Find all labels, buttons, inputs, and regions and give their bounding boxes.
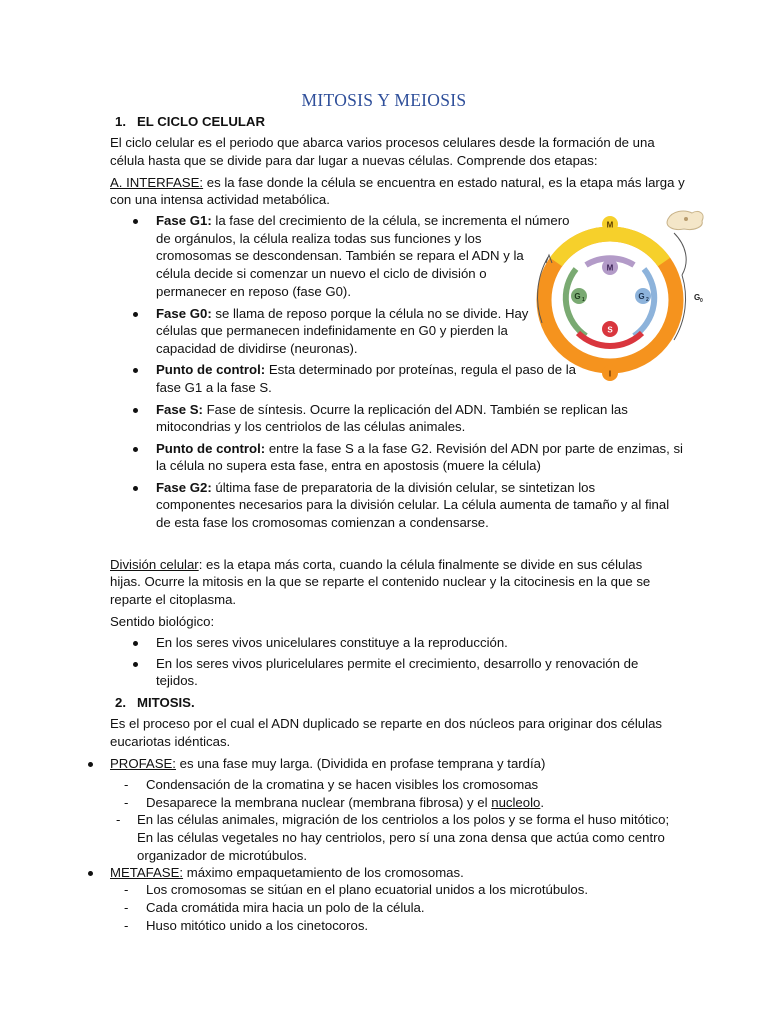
phase-g2-line-2: componentes necesarios para la división celular. La célula aumenta de tamaño y al final: [156, 497, 670, 512]
dash-marker: -: [124, 882, 129, 897]
sentido-item-2-line-2: tejidos.: [156, 673, 198, 688]
phase-s-term: Fase S:: [156, 402, 203, 417]
g0-label: G: [694, 293, 701, 302]
phase-g1-line-1: [156, 212, 569, 230]
i-label: I: [608, 369, 612, 379]
interfase-line-2: con una intensa actividad metabólica.: [110, 192, 330, 207]
metafase-item-3: Huso mitótico unido a los cinetocoros.: [146, 918, 369, 933]
g1-label: G: [574, 292, 581, 301]
phase-s-line-1: [156, 401, 628, 419]
interfase-line-1: [110, 174, 685, 192]
profase-item-2-end: .: [540, 795, 545, 810]
section-2-heading: MITOSIS.: [137, 695, 195, 710]
dash-marker: -: [124, 795, 129, 810]
profase-item-2-text: Desaparece la membrana nuclear (membrana fibrosa) y el: [146, 795, 492, 810]
checkpoint-1-text: Esta determinado por proteínas, regula el paso de la: [265, 362, 576, 377]
phase-g2-text: última fase de preparatoria de la división celular, se sintetizan los: [211, 480, 596, 495]
sentido-heading: Sentido biológico:: [110, 614, 215, 629]
phase-g2-line-1: [156, 479, 595, 497]
sentido-item-2-line-1: En los seres vivos pluricelulares permite el crecimiento, desarrollo y renovación de: [156, 656, 639, 671]
phase-g2-line-3: de esta fase los cromosomas comienzan a condensarse.: [156, 515, 489, 530]
checkpoint-2-term: Punto de control:: [156, 441, 266, 456]
phase-g0-term: Fase G0:: [156, 306, 212, 321]
g2-subscript: 2: [646, 297, 649, 303]
bullet-dot: [133, 641, 138, 646]
phase-g1-line-5: permanecer en reposo (fase G0).: [156, 284, 351, 299]
checkpoint-2-line-2: la célula no supera esta fase, entra en apostosis (muere la célula): [156, 458, 541, 473]
g2-label: G: [638, 292, 645, 301]
section-2-intro-line-1: Es el proceso por el cual el ADN duplicado se reparte en dos núcleos para originar dos células: [110, 716, 662, 731]
phase-g1-line-3: cromosomas se descondensan. También se repara el ADN y la: [156, 248, 524, 263]
phase-s-line-2: mitocondrias y los centriolos de las células animales.: [156, 419, 466, 434]
division-text: : es la etapa más corta, cuando la célula finalmente se divide en sus células: [198, 557, 643, 572]
phase-g0-line-2: células que permanecen indefinidamente en G0 y pierden la: [156, 323, 508, 338]
checkpoint-2-line-1: [156, 440, 683, 458]
division-label: División celular: [110, 557, 199, 572]
dash-marker: -: [124, 777, 129, 792]
bullet-dot: [133, 368, 138, 373]
nucleolo-word: nucleolo: [491, 795, 541, 810]
g0-subscript: 0: [700, 298, 703, 304]
division-line-2: hijas. Ocurre la mitosis en la que se reparte el contenido nuclear y la citocinesis en la que se: [110, 574, 651, 589]
g1-subscript: 1: [582, 297, 585, 303]
phase-g0-text: se llama de reposo porque la célula no se divide. Hay: [211, 306, 529, 321]
sentido-item-1: En los seres vivos unicelulares constituye a la reproducción.: [156, 635, 508, 650]
bullet-dot: [133, 312, 138, 317]
phase-s-text: Fase de síntesis. Ocurre la replicación del ADN. También se replican las: [202, 402, 628, 417]
dash-marker: -: [124, 900, 129, 915]
phase-g1-text: la fase del crecimiento de la célula, se incrementa el número: [211, 213, 570, 228]
metafase-item-2: Cada cromátida mira hacia un polo de la célula.: [146, 900, 425, 915]
m-inner-label: M: [606, 263, 614, 273]
section-2-number: 2.: [115, 695, 126, 710]
bullet-dot: [133, 662, 138, 667]
checkpoint-1-term: Punto de control:: [156, 362, 266, 377]
phase-g0-line-3: capacidad de dividirse (neuronas).: [156, 341, 358, 356]
bullet-dot: [133, 219, 138, 224]
section-2-intro-line-2: eucariotas idénticas.: [110, 734, 231, 749]
division-line-1: [110, 556, 642, 574]
phase-g1-term: Fase G1:: [156, 213, 212, 228]
profase-item-2: [146, 794, 544, 812]
s-label: S: [607, 325, 613, 335]
interfase-text: es la fase donde la célula se encuentra en estado natural, es la etapa más larga y: [203, 175, 685, 190]
cell-cycle-diagram: [534, 205, 718, 385]
profase-item-3-line-3: organizador de microtúbulos.: [137, 848, 308, 863]
m-outer-label: M: [606, 220, 614, 230]
section-1-intro-line-2: célula hasta que se divide para dar lugar a nuevas células. Comprende dos etapas:: [110, 153, 598, 168]
metafase-text: máximo empaquetamiento de los cromosomas.: [183, 865, 464, 880]
metafase-line: [110, 864, 464, 882]
bullet-dot: [88, 871, 93, 876]
bullet-dot: [133, 486, 138, 491]
profase-label: PROFASE:: [110, 756, 176, 771]
profase-line: [110, 755, 545, 773]
bullet-dot: [133, 447, 138, 452]
dash-marker: -: [116, 812, 121, 827]
profase-item-3-line-2: En las células vegetales no hay centriolos, pero sí una zona densa que actúa como centro: [137, 830, 665, 845]
cell-nucleus: [684, 217, 688, 221]
phase-g1-line-4: célula decide si comenzar un nuevo el ciclo de división o: [156, 266, 487, 281]
metafase-item-1: Los cromosomas se sitúan en el plano ecuatorial unidos a los microtúbulos.: [146, 882, 589, 897]
profase-text: es una fase muy larga. (Dividida en profase temprana y tardía): [175, 756, 546, 771]
bullet-dot: [133, 408, 138, 413]
phase-g0-line-1: [156, 305, 528, 323]
bullet-dot: [88, 762, 93, 767]
phase-g1-line-2: de orgánulos, la célula realiza todas sus funciones y los: [156, 231, 482, 246]
phase-g2-term: Fase G2:: [156, 480, 212, 495]
interfase-label: A. INTERFASE:: [110, 175, 204, 190]
checkpoint-1-line-2: fase G1 a la fase S.: [156, 380, 272, 395]
profase-item-1: Condensación de la cromatina y se hacen visibles los cromosomas: [146, 777, 539, 792]
page-title: MITOSIS Y MEIOSIS: [301, 90, 467, 110]
checkpoint-1-line-1: [156, 361, 576, 379]
section-1-intro-line-1: El ciclo celular es el periodo que abarca varios procesos celulares desde la formación de una: [110, 135, 655, 150]
division-line-3: reparte el citoplasma.: [110, 592, 237, 607]
section-1-heading: EL CICLO CELULAR: [137, 114, 265, 129]
checkpoint-2-text: entre la fase S a la fase G2. Revisión del ADN por parte de enzimas, si: [265, 441, 683, 456]
section-1-number: 1.: [115, 114, 126, 129]
dash-marker: -: [124, 918, 129, 933]
metafase-label: METAFASE:: [110, 865, 184, 880]
profase-item-3-line-1: En las células animales, migración de los centriolos a los polos y se forma el huso mitótico;: [137, 812, 670, 827]
